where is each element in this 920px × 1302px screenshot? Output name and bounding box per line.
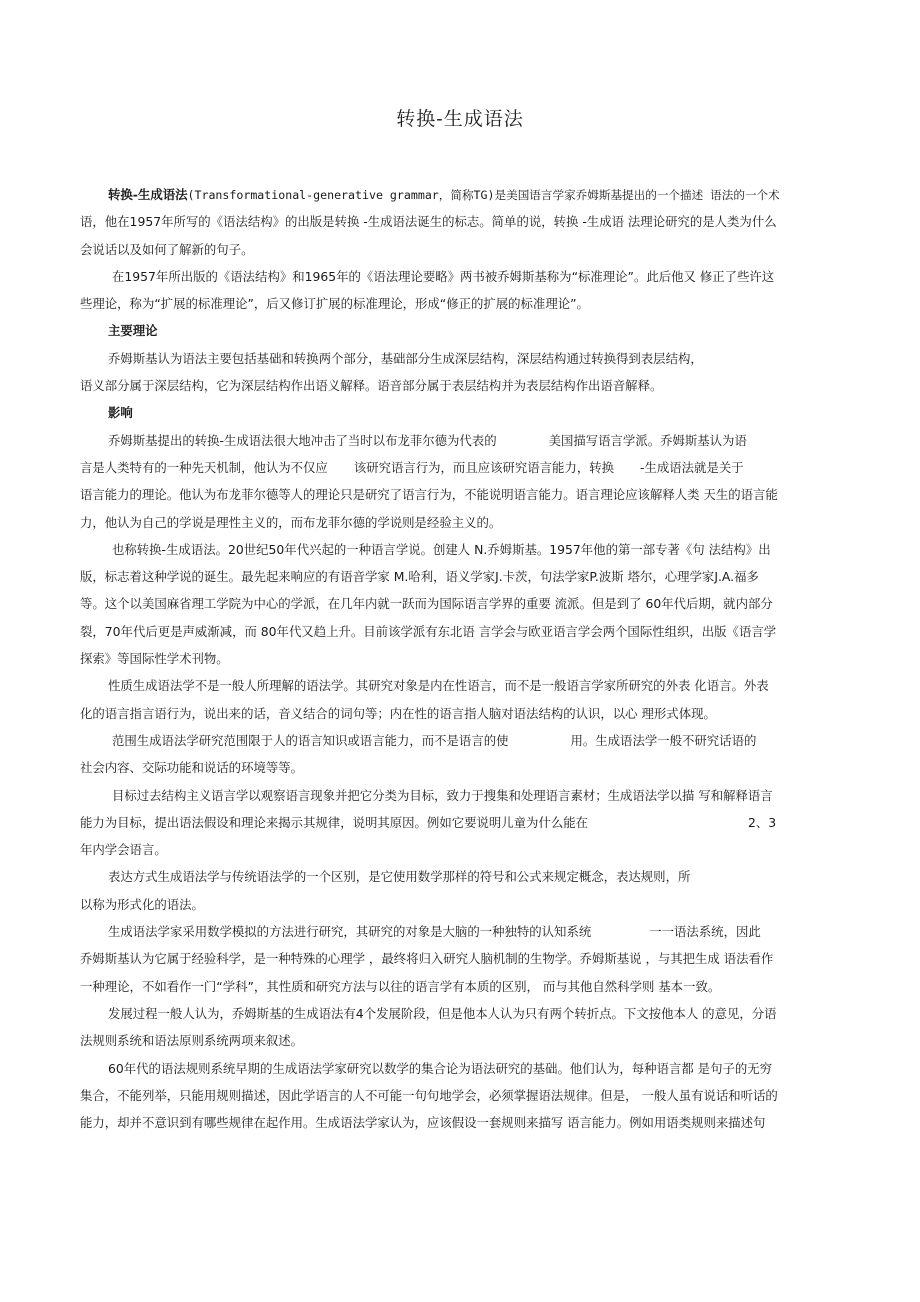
paragraph-development xyxy=(80,1000,840,1055)
text-segment: 范围生成语法学研究范围限于人的语言知识或语言能力，而不是语言的使 xyxy=(112,732,509,748)
text-line: 年内学会语言。 xyxy=(80,842,167,858)
text-segment: 美国描写语言学派。乔姆斯基认为语 xyxy=(548,432,747,448)
text-line: 能力，却并不意识到有哪些规律在起作用。生成语法学家认为，应该假设一套规则来描写 语言能力。例如用语类规则来描述句 xyxy=(80,1115,766,1131)
paragraph-rule-system xyxy=(80,1055,840,1137)
text-line: 以称为形式化的语法。 xyxy=(80,896,204,912)
text-line: 版，标志着这种学说的诞生。最先起来响应的有语音学家 M.哈利，语义学家J.卡茨，句法学家P.波斯 塔尔，心理学家J.A.福多 xyxy=(80,569,759,585)
text-segment: -生成语法就是关于 xyxy=(640,459,744,475)
text-line: 表达方式生成语法学与传统语法学的一个区别，是它使用数学那样的符号和公式来规定概念，表达规则，所 xyxy=(108,869,691,885)
text-line: (Transformational-generative grammar，简称TG)是美国语言学家乔姆斯基提出的一个描述 语法的一个术 xyxy=(187,188,780,202)
intro-term: 转换-生成语法 xyxy=(108,187,188,202)
paragraph-nature xyxy=(80,672,840,727)
paragraph-intro xyxy=(80,181,840,263)
text-line: 也称转换-生成语法。20世纪50年代兴起的一种语言学说。创建人 N.乔姆斯基。1957年他的第一部专著《句 法结构》出 xyxy=(112,541,771,557)
text-line: 力，他认为自己的学说是理性主义的，而布龙菲尔德的学说则是经验主义的。 xyxy=(80,514,502,530)
text-line: 一种理论，不如看作一门“学科”，其性质和研究方法与以往的语言学有本质的区别， 而与其他自然科学则 基本一致。 xyxy=(80,978,721,994)
paragraph-influence xyxy=(80,427,840,536)
text-segment: 2、3 xyxy=(748,814,777,830)
text-line: 等。这个以美国麻省理工学院为中心的学派，在几年内就一跃而为国际语言学界的重要 流派。但是到了 60年代后期，就内部分 xyxy=(80,596,773,612)
text-line: 语义部分属于深层结构，它为深层结构作出语义解释。语音部分属于表层结构并为表层结构作出语音解释。 xyxy=(80,378,663,394)
text-line: 化的语言指言语行为，说出来的话，音义结合的词句等；内在性的语言指人脑对语法结构的认识，以心 理形式体现。 xyxy=(80,705,716,721)
text-line: 语言能力的理论。他认为布龙菲尔德等人的理论只是研究了语言行为，不能说明语言能力。语言理论应该解释人类 天生的语言能 xyxy=(80,487,778,503)
text-segment: 生成语法学家采用数学模拟的方法进行研究，其研究的对象是大脑的一种独特的认知系统 xyxy=(108,924,592,940)
text-segment: 能力为目标，提出语法假设和理论来揭示其规律，说明其原因。例如它要说明儿童为什么能在 xyxy=(80,814,589,830)
text-line: 法规则系统和语法原则系统两项来叙述。 xyxy=(80,1033,304,1049)
document-body xyxy=(80,181,840,1136)
paragraph-standard-theory xyxy=(80,263,840,318)
heading-influence: 影响 xyxy=(108,405,133,421)
text-line: 探索》等国际性学术刊物。 xyxy=(80,651,229,667)
text-line: 社会内容、交际功能和说话的环境等等。 xyxy=(80,760,304,776)
paragraph-main-theory xyxy=(80,345,840,400)
text-line: 目标过去结构主义语言学以观察语言现象并把它分类为目标，致力于搜集和处理语言素材；生成语法学以描 写和解释语言 xyxy=(112,787,773,803)
paragraph-expression xyxy=(80,863,840,918)
paragraph-scope xyxy=(80,727,840,782)
text-segment: 言是人类特有的一种先天机制，他认为不仅应 xyxy=(80,459,328,475)
text-line: 集合，不能列举，只能用规则描述，因此学语言的人不可能一句句地学会，必须掌握语法规律。但是， 一般人虽有说话和听话的 xyxy=(80,1087,778,1103)
text-segment: 该研究语言行为，而且应该研究语言能力，转换 xyxy=(353,459,615,475)
text-segment: 一一语法系统，因此 xyxy=(649,924,761,940)
page-title: 转换-生成语法 xyxy=(396,108,524,130)
text-line: 语，他在1957年所写的《语法结构》的出版是转换 -生成语法诞生的标志。简单的说，转换 -生成语 法理论研究的是人类为什么 xyxy=(80,214,777,230)
paragraph-method xyxy=(80,918,840,1000)
text-segment: 乔姆斯基提出的转换-生成语法很大地冲击了当时以布龙菲尔德为代表的 xyxy=(108,432,497,448)
text-line: 乔姆斯基认为它属于经验科学，是一种特殊的心理学 ，最终将归入研究人脑机制的生物学。乔姆斯基说 ，与其把生成 语法看作 xyxy=(80,951,774,967)
paragraph-goal xyxy=(80,782,840,864)
heading-main-theory: 主要理论 xyxy=(108,323,158,339)
text-line: 发展过程一般人认为，乔姆斯基的生成语法有4个发展阶段，但是他本人认为只有两个转折点。下文按他本人 的意见，分语 xyxy=(108,1005,777,1021)
text-line: 在1957年所出版的《语法结构》和1965年的《语法理论要略》两书被乔姆斯基称为“标准理论”。此后他又 修正了些许这 xyxy=(112,268,775,284)
text-line: 些理论，称为“扩展的标准理论”，后又修订扩展的标准理论，形成“修正的扩展的标准理论”。 xyxy=(80,296,589,312)
text-segment: 用。生成语法学一般不研究话语的 xyxy=(570,732,757,748)
paragraph-overview xyxy=(80,536,840,672)
text-line: 乔姆斯基认为语法主要包括基础和转换两个部分，基础部分生成深层结构，深层结构通过转换得到表层结构， xyxy=(108,350,703,366)
text-line: 60年代的语法规则系统早期的生成语法学家研究以数学的集合论为语法研究的基础。他们认为，每种语言都 是句子的无穷 xyxy=(108,1060,773,1076)
text-line: 会说话以及如何了解新的句子。 xyxy=(80,241,254,257)
text-line: 裂，70年代后更是声威渐减，而 80年代又趋上升。目前该学派有东北语 言学会与欧亚语言学会两个国际性组织，出版《语言学 xyxy=(80,623,777,639)
text-line: 性质生成语法学不是一般人所理解的语法学。其研究对象是内在性语言，而不是一般语言学家所研究的外表 化语言。外表 xyxy=(108,678,769,694)
